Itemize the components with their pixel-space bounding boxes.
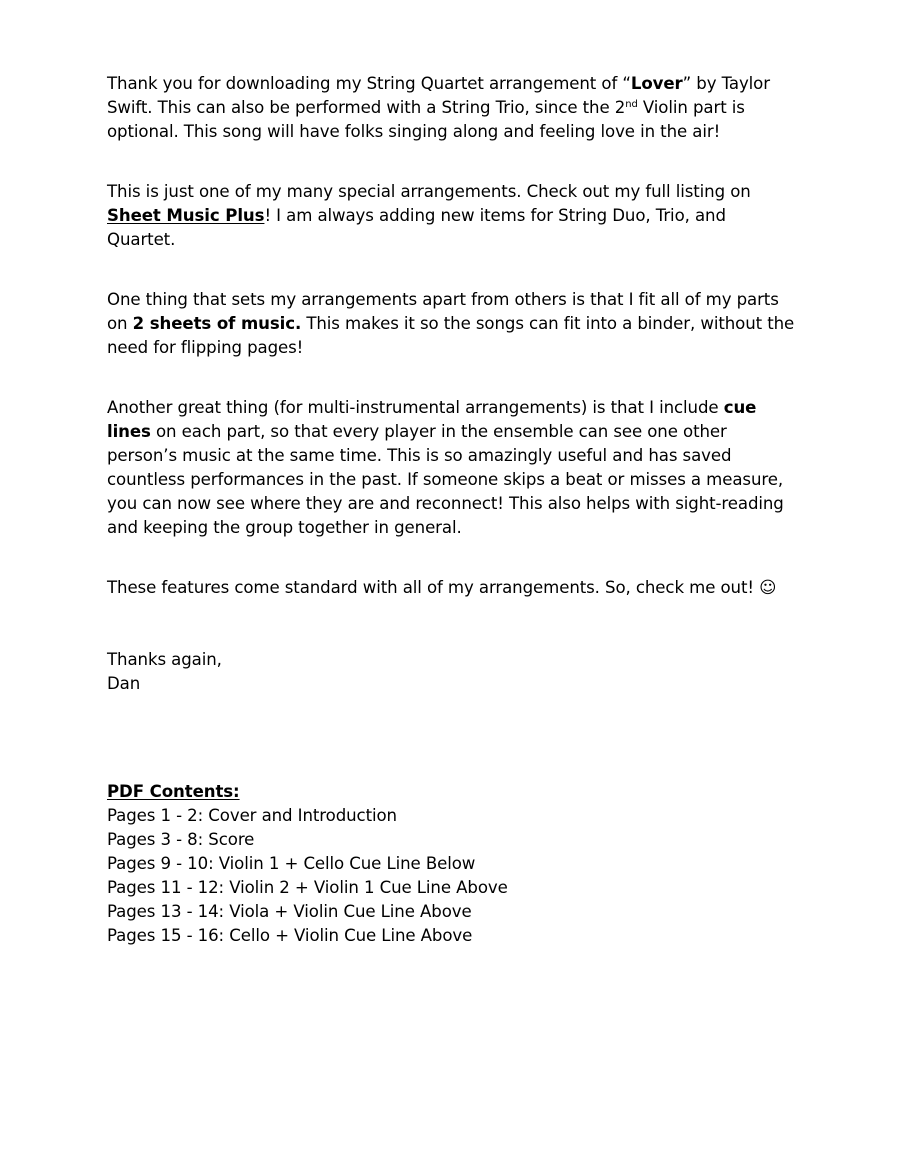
intro-paragraph — [107, 72, 797, 144]
cue-lines-bold: cue lines — [107, 398, 757, 441]
list-item: Pages 1 - 2: Cover and Introduction — [107, 806, 397, 825]
pdf-contents-list — [107, 804, 797, 948]
cue-text-2: on each part, so that every player in the ensemble can see one other person’s music at the same time. This is so amazingly useful and has saved countless performances in the past. If someone skips a beat or misses a measure, you can now see where they are and reconnect! This also helps with sight-reading and keeping the group together in general. — [107, 422, 784, 537]
intro-text-1: Thank you for downloading my String Quartet arrangement of “ — [107, 74, 631, 93]
pdf-contents-title: PDF Contents: — [107, 782, 240, 801]
signoff — [107, 648, 797, 696]
list-item: Pages 11 - 12: Violin 2 + Violin 1 Cue Line Above — [107, 878, 508, 897]
signoff-thanks: Thanks again, — [107, 650, 222, 669]
cue-text-1: Another great thing (for multi-instrumental arrangements) is that I include — [107, 398, 724, 417]
sheets-text-2: This makes it so the songs can fit into a binder, without the need for flipping pages! — [107, 314, 795, 357]
sheet-music-plus-link[interactable]: Sheet Music Plus — [107, 206, 265, 225]
ordinal-suffix: nd — [625, 99, 638, 110]
sheets-bold: 2 sheets of music. — [132, 314, 302, 333]
listing-text-1: This is just one of my many special arrangements. Check out my full listing on — [107, 182, 751, 201]
intro-text-3: Violin part is optional. This song will have folks singing along and feeling love in the air! — [107, 98, 745, 141]
pdf-contents — [107, 780, 797, 948]
features-paragraph: These features come standard with all of my arrangements. So, check me out! ☺ — [107, 578, 777, 597]
list-item: Pages 15 - 16: Cello + Violin Cue Line Above — [107, 926, 473, 945]
sheets-text-1: One thing that sets my arrangements apart from others is that I fit all of my parts on — [107, 290, 779, 333]
song-title: Lover — [630, 74, 683, 93]
sheets-paragraph — [107, 288, 797, 360]
document-page — [107, 72, 797, 948]
listing-text-2: ! I am always adding new items for String Duo, Trio, and Quartet. — [107, 206, 726, 249]
signoff-name: Dan — [107, 674, 141, 693]
listing-paragraph — [107, 180, 797, 252]
intro-text-2: ” by Taylor Swift. This can also be performed with a String Trio, since the 2 — [107, 74, 770, 117]
list-item: Pages 13 - 14: Viola + Violin Cue Line Above — [107, 902, 472, 921]
list-item: Pages 3 - 8: Score — [107, 830, 255, 849]
cue-lines-paragraph — [107, 396, 797, 540]
list-item: Pages 9 - 10: Violin 1 + Cello Cue Line Below — [107, 854, 476, 873]
